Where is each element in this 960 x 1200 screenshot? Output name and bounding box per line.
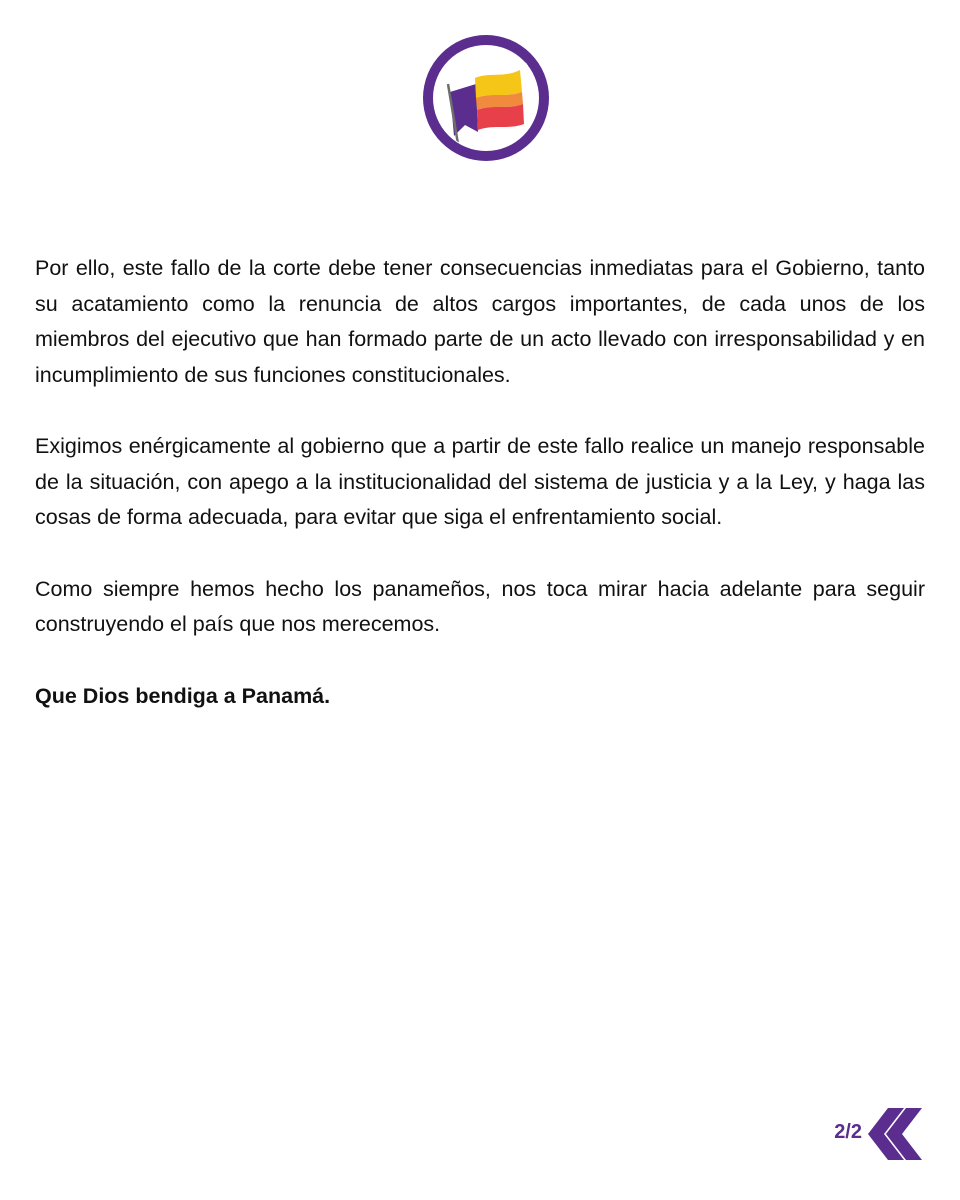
paragraph-demand: Exigimos enérgicamente al gobierno que a partir de este fallo realice un manejo responsable de la situación, con apego a la institucionalidad del sistema de justicia y a la Ley, y haga las cosas de forma adecuada, para evitar que siga el enfrentamiento social. — [35, 434, 925, 529]
party-logo — [420, 32, 552, 164]
double-chevron-left-icon — [866, 1108, 924, 1160]
closing-blessing: Que Dios bendiga a Panamá. — [35, 683, 331, 708]
page-indicator: 2/2 — [834, 1121, 862, 1143]
logo-text: PARTIDO PANAMEÑISTA — [432, 44, 540, 98]
statement-body — [35, 251, 925, 714]
paragraph-forward: Como siempre hemos hecho los panameños, nos toca mirar hacia adelante para seguir construyendo el país que nos merecemos. — [35, 576, 925, 636]
paragraph-consequences: Por ello, este fallo de la corte debe tener consecuencias inmediatas para el Gobierno, tanto su acatamiento como la renuncia de altos cargos importantes, de cada unos de los miembros del ejecutivo que han formado parte de un acto llevado con irresponsabilidad y en incumplimiento de sus funciones constitucionales. — [35, 256, 925, 387]
